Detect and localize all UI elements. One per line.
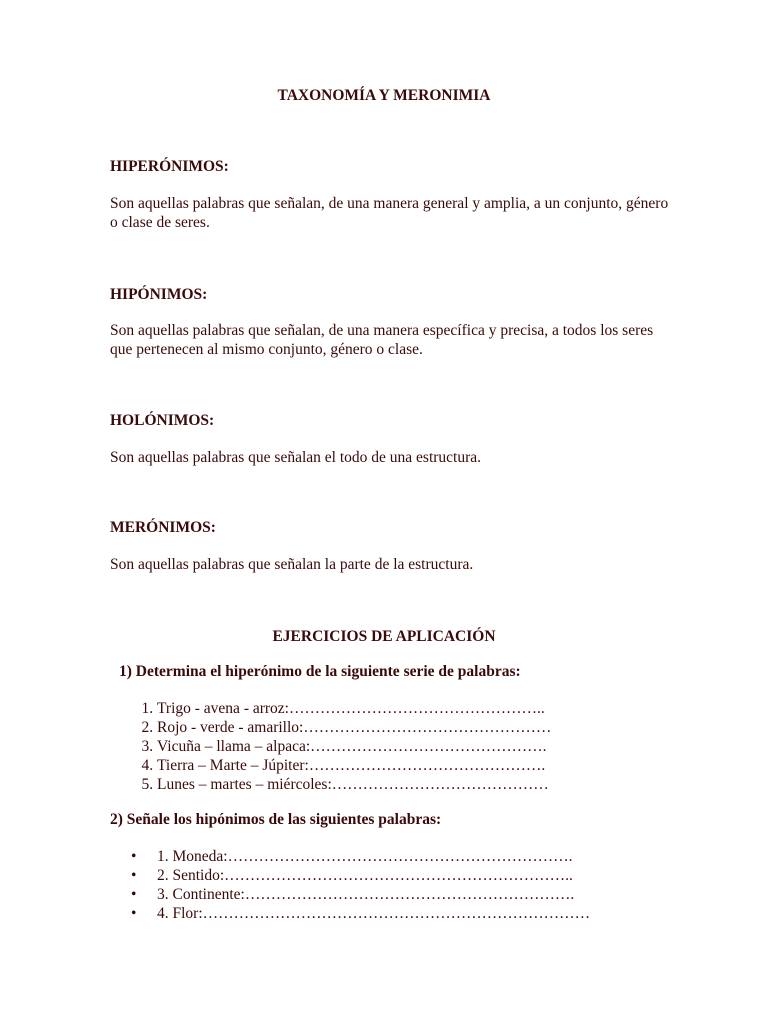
list-item: 3. Vicuña – llama – alpaca:………………………………………. <box>157 737 551 756</box>
heading-hiperonimos: HIPERÓNIMOS: <box>110 158 229 175</box>
document-title: TAXONOMÍA Y MERONIMIA <box>277 87 491 104</box>
list-item-text: 1. Moneda:…………………………………………………………. <box>157 848 573 865</box>
definition-hiponimos: Son aquellas palabras que señalan, de una manera específica y precisa, a todos los seres que pertenecen al mismo conjunto, género o clase. <box>110 322 654 358</box>
heading-holonimos: HOLÓNIMOS: <box>110 412 215 429</box>
definition-hiperonimos: Son aquellas palabras que señalan, de una manera general y amplia, a un conjunto, género o clase de seres. <box>110 195 669 231</box>
list-item: 5. Lunes – martes – miércoles:…………………………………… <box>157 775 551 794</box>
exercise-1-list <box>110 699 551 794</box>
definition-holonimos: Son aquellas palabras que señalan el todo de una estructura. <box>110 449 482 466</box>
definition-meronimos: Son aquellas palabras que señalan la parte de la estructura. <box>110 556 474 573</box>
exercise-2-prompt: 2) Señale los hipónimos de las siguientes palabras: <box>110 811 442 828</box>
exercise-2-list <box>110 847 590 923</box>
list-item <box>131 904 591 923</box>
list-item <box>131 847 590 866</box>
bullet-icon: • <box>131 867 137 884</box>
list-item <box>131 866 590 885</box>
exercise-1-prompt: 1) Determina el hiperónimo de la siguiente serie de palabras: <box>119 663 521 680</box>
bullet-icon: • <box>131 886 137 903</box>
list-item-text: 4. Flor:………………………………………………………………… <box>157 905 591 922</box>
list-item: 4. Tierra – Marte – Júpiter:………………………………………. <box>157 756 551 775</box>
bullet-icon: • <box>131 848 137 865</box>
list-item-text: 2. Sentido:………………………………………………………….. <box>157 867 573 884</box>
list-item: 1. Trigo - avena - arroz:………………………………………….. <box>157 699 551 718</box>
list-item-text: 3. Continente:………………………………………………………. <box>157 886 575 903</box>
heading-hiponimos: HIPÓNIMOS: <box>110 286 208 303</box>
exercises-title: EJERCICIOS DE APLICACIÓN <box>272 628 496 645</box>
list-item: 2. Rojo - verde - amarillo:………………………………………… <box>157 718 551 737</box>
list-item <box>131 885 590 904</box>
bullet-icon: • <box>131 905 137 922</box>
heading-meronimos: MERÓNIMOS: <box>110 519 216 536</box>
